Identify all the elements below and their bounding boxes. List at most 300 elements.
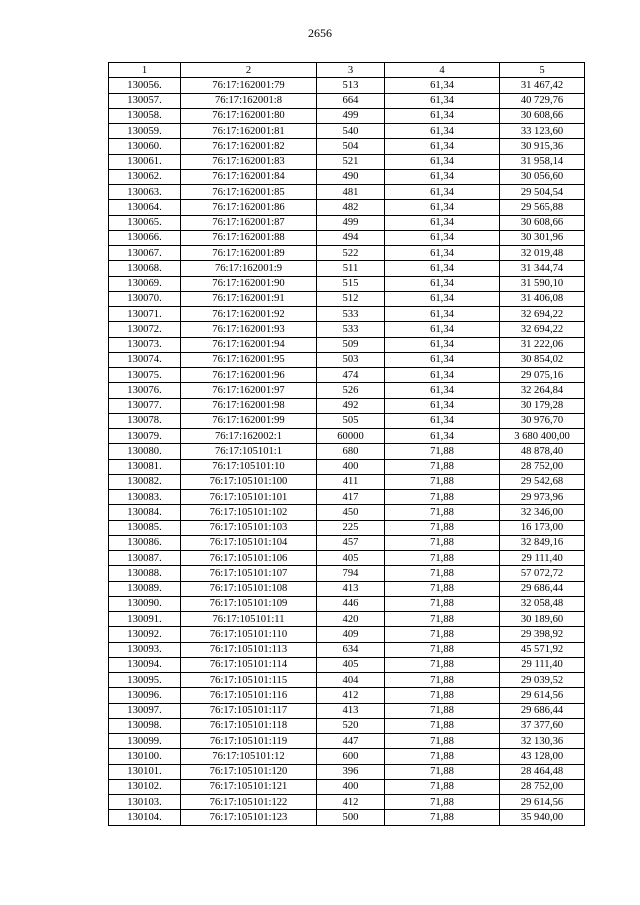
amount-cell: 37 377,60 — [500, 718, 585, 733]
table-row — [109, 215, 585, 230]
area-cell: 412 — [317, 795, 385, 810]
cadastral-number-cell: 76:17:162001:93 — [181, 322, 317, 337]
amount-cell: 40 729,76 — [500, 93, 585, 108]
amount-cell: 48 878,40 — [500, 444, 585, 459]
area-cell: 526 — [317, 383, 385, 398]
rate-cell: 61,34 — [385, 261, 500, 276]
area-cell: 533 — [317, 307, 385, 322]
table-row — [109, 93, 585, 108]
table-row — [109, 78, 585, 93]
rate-cell: 71,88 — [385, 673, 500, 688]
cadastral-number-cell: 76:17:105101:1 — [181, 444, 317, 459]
area-cell: 494 — [317, 230, 385, 245]
area-cell: 509 — [317, 337, 385, 352]
cadastral-number-cell: 76:17:162001:95 — [181, 352, 317, 367]
cadastral-number-cell: 76:17:105101:121 — [181, 779, 317, 794]
column-header-2: 2 — [181, 63, 317, 78]
cadastral-number-cell: 76:17:162002:1 — [181, 429, 317, 444]
table-row — [109, 795, 585, 810]
table-row — [109, 734, 585, 749]
row-number-cell: 130097. — [109, 703, 181, 718]
table-row — [109, 566, 585, 581]
cadastral-number-cell: 76:17:162001:84 — [181, 169, 317, 184]
amount-cell: 28 464,48 — [500, 764, 585, 779]
row-number-cell: 130081. — [109, 459, 181, 474]
amount-cell: 30 301,96 — [500, 230, 585, 245]
row-number-cell: 130079. — [109, 429, 181, 444]
column-header-1: 1 — [109, 63, 181, 78]
table-row — [109, 688, 585, 703]
amount-cell: 31 590,10 — [500, 276, 585, 291]
amount-cell: 32 849,16 — [500, 535, 585, 550]
table-row — [109, 444, 585, 459]
rate-cell: 71,88 — [385, 505, 500, 520]
table-row — [109, 749, 585, 764]
table-row — [109, 368, 585, 383]
cadastral-number-cell: 76:17:162001:87 — [181, 215, 317, 230]
cadastral-number-cell: 76:17:105101:108 — [181, 581, 317, 596]
rate-cell: 61,34 — [385, 413, 500, 428]
amount-cell: 29 039,52 — [500, 673, 585, 688]
area-cell: 482 — [317, 200, 385, 215]
amount-cell: 3 680 400,00 — [500, 429, 585, 444]
rate-cell: 71,88 — [385, 612, 500, 627]
cadastral-number-cell: 76:17:105101:110 — [181, 627, 317, 642]
amount-cell: 30 189,60 — [500, 612, 585, 627]
table-row — [109, 154, 585, 169]
area-cell: 520 — [317, 718, 385, 733]
rate-cell: 71,88 — [385, 459, 500, 474]
rate-cell: 61,34 — [385, 352, 500, 367]
amount-cell: 31 344,74 — [500, 261, 585, 276]
cadastral-number-cell: 76:17:105101:114 — [181, 657, 317, 672]
area-cell: 457 — [317, 535, 385, 550]
cadastral-number-cell: 76:17:162001:96 — [181, 368, 317, 383]
rate-cell: 71,88 — [385, 764, 500, 779]
table-row — [109, 185, 585, 200]
area-cell: 412 — [317, 688, 385, 703]
cadastral-number-cell: 76:17:105101:109 — [181, 596, 317, 611]
rate-cell: 71,88 — [385, 627, 500, 642]
row-number-cell: 130065. — [109, 215, 181, 230]
rate-cell: 61,34 — [385, 246, 500, 261]
table-row — [109, 627, 585, 642]
table-row — [109, 200, 585, 215]
row-number-cell: 130062. — [109, 169, 181, 184]
table-row — [109, 581, 585, 596]
area-cell: 504 — [317, 139, 385, 154]
amount-cell: 32 058,48 — [500, 596, 585, 611]
amount-cell: 29 686,44 — [500, 581, 585, 596]
row-number-cell: 130098. — [109, 718, 181, 733]
cadastral-number-cell: 76:17:162001:92 — [181, 307, 317, 322]
row-number-cell: 130087. — [109, 551, 181, 566]
cadastral-number-cell: 76:17:162001:89 — [181, 246, 317, 261]
cadastral-number-cell: 76:17:162001:81 — [181, 124, 317, 139]
table-row — [109, 718, 585, 733]
row-number-cell: 130063. — [109, 185, 181, 200]
table-row — [109, 246, 585, 261]
cadastral-number-cell: 76:17:162001:90 — [181, 276, 317, 291]
area-cell: 447 — [317, 734, 385, 749]
rate-cell: 71,88 — [385, 734, 500, 749]
amount-cell: 31 222,06 — [500, 337, 585, 352]
rate-cell: 71,88 — [385, 795, 500, 810]
rate-cell: 71,88 — [385, 490, 500, 505]
table-row — [109, 779, 585, 794]
row-number-cell: 130069. — [109, 276, 181, 291]
amount-cell: 32 346,00 — [500, 505, 585, 520]
rate-cell: 61,34 — [385, 169, 500, 184]
amount-cell: 31 958,14 — [500, 154, 585, 169]
rate-cell: 71,88 — [385, 535, 500, 550]
rate-cell: 61,34 — [385, 291, 500, 306]
cadastral-number-cell: 76:17:105101:102 — [181, 505, 317, 520]
amount-cell: 30 608,66 — [500, 108, 585, 123]
amount-cell: 30 915,36 — [500, 139, 585, 154]
table-row — [109, 291, 585, 306]
amount-cell: 29 111,40 — [500, 657, 585, 672]
rate-cell: 61,34 — [385, 124, 500, 139]
table-row — [109, 596, 585, 611]
rate-cell: 61,34 — [385, 322, 500, 337]
area-cell: 664 — [317, 93, 385, 108]
row-number-cell: 130096. — [109, 688, 181, 703]
page-number: 2656 — [308, 26, 332, 40]
cadastral-number-cell: 76:17:105101:103 — [181, 520, 317, 535]
area-cell: 417 — [317, 490, 385, 505]
amount-cell: 30 179,28 — [500, 398, 585, 413]
table-row — [109, 307, 585, 322]
area-cell: 492 — [317, 398, 385, 413]
rate-cell: 61,34 — [385, 108, 500, 123]
cadastral-number-cell: 76:17:162001:91 — [181, 291, 317, 306]
row-number-cell: 130060. — [109, 139, 181, 154]
row-number-cell: 130102. — [109, 779, 181, 794]
area-cell: 481 — [317, 185, 385, 200]
amount-cell: 30 608,66 — [500, 215, 585, 230]
area-cell: 405 — [317, 551, 385, 566]
area-cell: 450 — [317, 505, 385, 520]
table-row — [109, 490, 585, 505]
amount-cell: 29 686,44 — [500, 703, 585, 718]
header-row — [109, 63, 585, 78]
table-row — [109, 124, 585, 139]
row-number-cell: 130104. — [109, 810, 181, 825]
rate-cell: 71,88 — [385, 718, 500, 733]
row-number-cell: 130101. — [109, 764, 181, 779]
cadastral-number-cell: 76:17:162001:86 — [181, 200, 317, 215]
rate-cell: 71,88 — [385, 566, 500, 581]
rate-cell: 61,34 — [385, 154, 500, 169]
table-row — [109, 169, 585, 184]
cadastral-number-cell: 76:17:105101:120 — [181, 764, 317, 779]
table-row — [109, 337, 585, 352]
rate-cell: 61,34 — [385, 139, 500, 154]
area-cell: 499 — [317, 215, 385, 230]
column-header-4: 4 — [385, 63, 500, 78]
amount-cell: 29 565,88 — [500, 200, 585, 215]
rate-cell: 71,88 — [385, 703, 500, 718]
amount-cell: 32 130,36 — [500, 734, 585, 749]
area-cell: 405 — [317, 657, 385, 672]
row-number-cell: 130057. — [109, 93, 181, 108]
table-row — [109, 505, 585, 520]
cadastral-number-cell: 76:17:105101:101 — [181, 490, 317, 505]
row-number-cell: 130061. — [109, 154, 181, 169]
row-number-cell: 130056. — [109, 78, 181, 93]
amount-cell: 33 123,60 — [500, 124, 585, 139]
column-header-3: 3 — [317, 63, 385, 78]
rate-cell: 61,34 — [385, 230, 500, 245]
area-cell: 512 — [317, 291, 385, 306]
area-cell: 522 — [317, 246, 385, 261]
row-number-cell: 130090. — [109, 596, 181, 611]
table-row — [109, 230, 585, 245]
row-number-cell: 130095. — [109, 673, 181, 688]
cadastral-number-cell: 76:17:105101:123 — [181, 810, 317, 825]
amount-cell: 32 694,22 — [500, 322, 585, 337]
amount-cell: 30 056,60 — [500, 169, 585, 184]
row-number-cell: 130077. — [109, 398, 181, 413]
rate-cell: 71,88 — [385, 474, 500, 489]
cadastral-number-cell: 76:17:162001:97 — [181, 383, 317, 398]
area-cell: 490 — [317, 169, 385, 184]
cadastral-number-cell: 76:17:105101:12 — [181, 749, 317, 764]
rate-cell: 61,34 — [385, 185, 500, 200]
rate-cell: 61,34 — [385, 368, 500, 383]
cadastral-number-cell: 76:17:162001:83 — [181, 154, 317, 169]
row-number-cell: 130091. — [109, 612, 181, 627]
area-cell: 404 — [317, 673, 385, 688]
row-number-cell: 130075. — [109, 368, 181, 383]
rate-cell: 71,88 — [385, 642, 500, 657]
cadastral-number-cell: 76:17:105101:116 — [181, 688, 317, 703]
rate-cell: 71,88 — [385, 520, 500, 535]
row-number-cell: 130076. — [109, 383, 181, 398]
rate-cell: 61,34 — [385, 93, 500, 108]
row-number-cell: 130082. — [109, 474, 181, 489]
row-number-cell: 130078. — [109, 413, 181, 428]
area-cell: 225 — [317, 520, 385, 535]
row-number-cell: 130058. — [109, 108, 181, 123]
amount-cell: 30 976,70 — [500, 413, 585, 428]
row-number-cell: 130068. — [109, 261, 181, 276]
table-row — [109, 520, 585, 535]
row-number-cell: 130067. — [109, 246, 181, 261]
area-cell: 600 — [317, 749, 385, 764]
amount-cell: 43 128,00 — [500, 749, 585, 764]
area-cell: 680 — [317, 444, 385, 459]
table-row — [109, 474, 585, 489]
cadastral-number-cell: 76:17:105101:10 — [181, 459, 317, 474]
cadastral-number-cell: 76:17:162001:85 — [181, 185, 317, 200]
table-row — [109, 764, 585, 779]
row-number-cell: 130059. — [109, 124, 181, 139]
row-number-cell: 130070. — [109, 291, 181, 306]
row-number-cell: 130066. — [109, 230, 181, 245]
row-number-cell: 130083. — [109, 490, 181, 505]
table-row — [109, 413, 585, 428]
table-row — [109, 673, 585, 688]
rate-cell: 61,34 — [385, 429, 500, 444]
area-cell: 503 — [317, 352, 385, 367]
row-number-cell: 130099. — [109, 734, 181, 749]
area-cell: 500 — [317, 810, 385, 825]
area-cell: 505 — [317, 413, 385, 428]
row-number-cell: 130100. — [109, 749, 181, 764]
cadastral-number-cell: 76:17:105101:11 — [181, 612, 317, 627]
rate-cell: 71,88 — [385, 779, 500, 794]
cadastral-number-cell: 76:17:105101:115 — [181, 673, 317, 688]
cadastral-number-cell: 76:17:105101:117 — [181, 703, 317, 718]
amount-cell: 32 694,22 — [500, 307, 585, 322]
rate-cell: 61,34 — [385, 307, 500, 322]
cadastral-number-cell: 76:17:162001:98 — [181, 398, 317, 413]
table-row — [109, 108, 585, 123]
rate-cell: 71,88 — [385, 551, 500, 566]
amount-cell: 31 467,42 — [500, 78, 585, 93]
row-number-cell: 130084. — [109, 505, 181, 520]
row-number-cell: 130085. — [109, 520, 181, 535]
cadastral-number-cell: 76:17:162001:88 — [181, 230, 317, 245]
area-cell: 499 — [317, 108, 385, 123]
cadastral-number-cell: 76:17:162001:80 — [181, 108, 317, 123]
cadastral-number-cell: 76:17:162001:8 — [181, 93, 317, 108]
rate-cell: 61,34 — [385, 398, 500, 413]
cadastral-number-cell: 76:17:105101:100 — [181, 474, 317, 489]
row-number-cell: 130080. — [109, 444, 181, 459]
table-row — [109, 657, 585, 672]
rate-cell: 71,88 — [385, 596, 500, 611]
row-number-cell: 130093. — [109, 642, 181, 657]
amount-cell: 29 075,16 — [500, 368, 585, 383]
table-header — [109, 63, 585, 78]
rate-cell: 71,88 — [385, 749, 500, 764]
table-row — [109, 383, 585, 398]
amount-cell: 29 614,56 — [500, 688, 585, 703]
rate-cell: 71,88 — [385, 444, 500, 459]
amount-cell: 31 406,08 — [500, 291, 585, 306]
cadastral-number-cell: 76:17:105101:113 — [181, 642, 317, 657]
row-number-cell: 130073. — [109, 337, 181, 352]
row-number-cell: 130103. — [109, 795, 181, 810]
area-cell: 400 — [317, 459, 385, 474]
cadastral-number-cell: 76:17:162001:99 — [181, 413, 317, 428]
area-cell: 396 — [317, 764, 385, 779]
area-cell: 540 — [317, 124, 385, 139]
registry-table — [108, 62, 585, 826]
cadastral-number-cell: 76:17:162001:79 — [181, 78, 317, 93]
area-cell: 513 — [317, 78, 385, 93]
rate-cell: 61,34 — [385, 200, 500, 215]
cadastral-number-cell: 76:17:105101:104 — [181, 535, 317, 550]
column-header-5: 5 — [500, 63, 585, 78]
rate-cell: 61,34 — [385, 215, 500, 230]
cadastral-number-cell: 76:17:105101:118 — [181, 718, 317, 733]
amount-cell: 29 504,54 — [500, 185, 585, 200]
area-cell: 533 — [317, 322, 385, 337]
table-row — [109, 398, 585, 413]
area-cell: 446 — [317, 596, 385, 611]
cadastral-number-cell: 76:17:105101:106 — [181, 551, 317, 566]
amount-cell: 32 264,84 — [500, 383, 585, 398]
area-cell: 413 — [317, 581, 385, 596]
amount-cell: 32 019,48 — [500, 246, 585, 261]
table-row — [109, 139, 585, 154]
row-number-cell: 130094. — [109, 657, 181, 672]
area-cell: 521 — [317, 154, 385, 169]
area-cell: 413 — [317, 703, 385, 718]
row-number-cell: 130074. — [109, 352, 181, 367]
cadastral-number-cell: 76:17:105101:119 — [181, 734, 317, 749]
rate-cell: 71,88 — [385, 657, 500, 672]
row-number-cell: 130086. — [109, 535, 181, 550]
amount-cell: 29 542,68 — [500, 474, 585, 489]
table-row — [109, 322, 585, 337]
table-row — [109, 261, 585, 276]
amount-cell: 29 614,56 — [500, 795, 585, 810]
cadastral-number-cell: 76:17:105101:122 — [181, 795, 317, 810]
amount-cell: 57 072,72 — [500, 566, 585, 581]
cadastral-number-cell: 76:17:162001:94 — [181, 337, 317, 352]
area-cell: 515 — [317, 276, 385, 291]
area-cell: 400 — [317, 779, 385, 794]
rate-cell: 61,34 — [385, 276, 500, 291]
amount-cell: 35 940,00 — [500, 810, 585, 825]
table-row — [109, 535, 585, 550]
table-row — [109, 429, 585, 444]
table-row — [109, 551, 585, 566]
table-row — [109, 352, 585, 367]
rate-cell: 61,34 — [385, 337, 500, 352]
amount-cell: 29 973,96 — [500, 490, 585, 505]
table-row — [109, 642, 585, 657]
amount-cell: 29 111,40 — [500, 551, 585, 566]
table-row — [109, 459, 585, 474]
area-cell: 409 — [317, 627, 385, 642]
cadastral-number-cell: 76:17:162001:9 — [181, 261, 317, 276]
rate-cell: 71,88 — [385, 810, 500, 825]
amount-cell: 29 398,92 — [500, 627, 585, 642]
row-number-cell: 130072. — [109, 322, 181, 337]
table-row — [109, 612, 585, 627]
table-body — [109, 78, 585, 825]
area-cell: 411 — [317, 474, 385, 489]
rate-cell: 61,34 — [385, 78, 500, 93]
row-number-cell: 130088. — [109, 566, 181, 581]
area-cell: 794 — [317, 566, 385, 581]
area-cell: 511 — [317, 261, 385, 276]
row-number-cell: 130089. — [109, 581, 181, 596]
table-row — [109, 276, 585, 291]
rate-cell: 61,34 — [385, 383, 500, 398]
cadastral-number-cell: 76:17:162001:82 — [181, 139, 317, 154]
row-number-cell: 130092. — [109, 627, 181, 642]
amount-cell: 28 752,00 — [500, 459, 585, 474]
rate-cell: 71,88 — [385, 688, 500, 703]
cadastral-number-cell: 76:17:105101:107 — [181, 566, 317, 581]
area-cell: 634 — [317, 642, 385, 657]
amount-cell: 30 854,02 — [500, 352, 585, 367]
row-number-cell: 130064. — [109, 200, 181, 215]
row-number-cell: 130071. — [109, 307, 181, 322]
area-cell: 474 — [317, 368, 385, 383]
amount-cell: 16 173,00 — [500, 520, 585, 535]
area-cell: 60000 — [317, 429, 385, 444]
area-cell: 420 — [317, 612, 385, 627]
table-row — [109, 810, 585, 825]
